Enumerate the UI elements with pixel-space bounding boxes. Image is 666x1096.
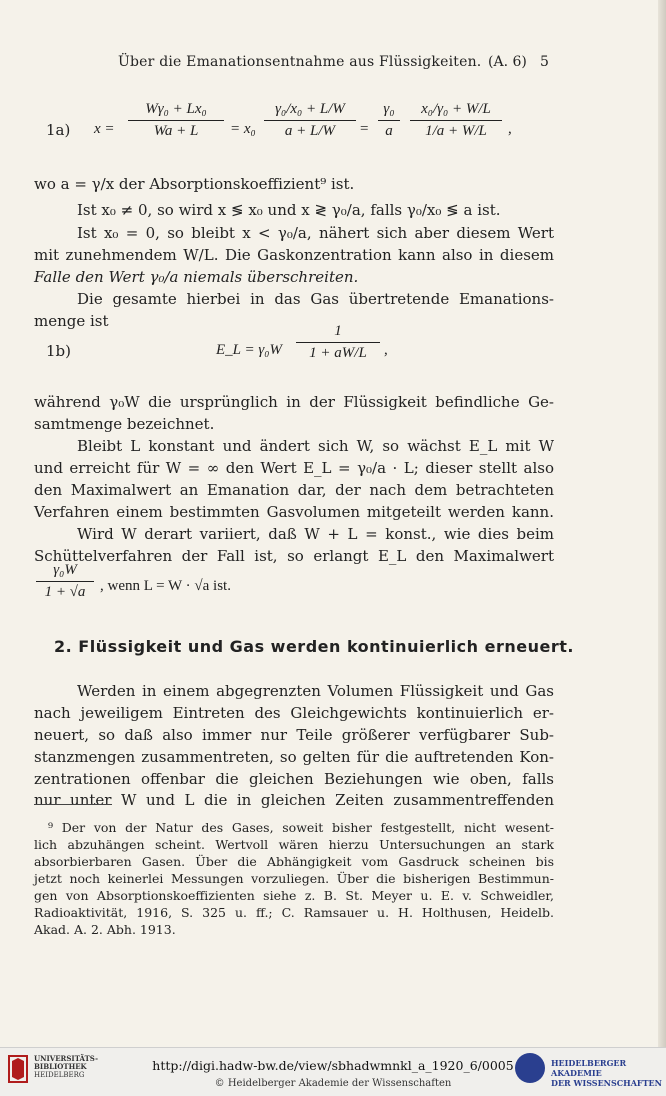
fraction-denominator: a + L/W — [264, 120, 356, 140]
text-line: nur unter W und L die in gleichen Zeiten zusammentreffenden — [34, 791, 554, 809]
text-line: zentrationen offenbar die gleichen Beziehungen wie oben, falls — [34, 770, 554, 788]
university-library-logo-text: UNIVERSITÄTS- BIBLIOTHEK HEIDELBERG — [34, 1054, 98, 1079]
equation-1b-fraction — [296, 323, 380, 362]
academy-logo-text: HEIDELBERGER AKADEMIE DER WISSENSCHAFTEN — [551, 1058, 662, 1088]
text-line: den Maximalwert an Emanation dar, der nach dem betrachteten — [34, 481, 554, 499]
running-header-title: Über die Emanationsentnahme aus Flüssigkeiten. — [118, 54, 482, 70]
copyright-notice: © Heidelberger Akademie der Wissenschaften — [214, 1078, 452, 1089]
text-line: wo a = γ/x der Absorptionskoeffizient⁹ ist. — [34, 175, 355, 193]
text-line: menge ist — [34, 312, 109, 330]
fraction-denominator: a — [378, 120, 400, 140]
fraction-numerator: γ₀ — [383, 101, 395, 117]
fraction-denominator: Wa + L — [128, 120, 224, 140]
equation-1a-fraction-1 — [128, 101, 224, 140]
equation-1a-eq2: = x₀ — [230, 121, 256, 137]
academy-seal-icon — [515, 1053, 545, 1083]
fraction-denominator: 1 + √a — [36, 581, 94, 601]
running-header-ref: (A. 6) — [488, 54, 527, 70]
text-line: während γ₀W die ursprünglich in der Flüssigkeit befindliche Ge- — [34, 393, 554, 411]
text-line: Wird W derart variiert, daß W + L = konst., wie dies beim — [77, 525, 554, 543]
text-line: Schüttelverfahren der Fall ist, so erlangt E_L den Maximalwert — [34, 547, 554, 565]
permalink-url[interactable]: http://digi.hadw-bw.de/view/sbhadwmnkl_a_1920_6/0005 — [152, 1058, 514, 1073]
maxvalue-condition: , wenn L = W · √a ist. — [100, 578, 231, 594]
equation-1a-lhs: x = — [94, 121, 115, 137]
equation-1b-lhs: E_L = γ₀W — [216, 342, 282, 358]
footnote-rule — [34, 804, 112, 805]
footnote-line: lich abzuhängen scheint. Wertvoll wären hierzu Untersuchungen an stark — [34, 837, 554, 852]
footnote-line: ⁹ Der von der Natur des Gases, soweit bisher festgestellt, nicht wesent- — [48, 820, 554, 835]
text-line: Falle den Wert γ₀/a niemals überschreiten. — [34, 268, 359, 286]
text-line: Verfahren einem bestimmten Gasvolumen mitgeteilt werden kann. — [34, 503, 554, 521]
footnote-line: absorbierbaren Gasen. Über die Abhängigkeit vom Gasdruck scheinen bis — [34, 854, 554, 869]
fraction-numerator: γ₀W — [53, 562, 77, 578]
text-line: Ist x₀ = 0, so bleibt x < γ₀/a, nähert sich aber diesem Wert — [77, 224, 554, 242]
footnote-line: Akad. A. 2. Abh. 1913. — [34, 922, 176, 937]
equation-1a-fraction-2 — [264, 101, 356, 140]
maxvalue-fraction — [36, 562, 94, 601]
text-line: nach jeweiligem Eintreten des Gleichgewichts kontinuierlich er- — [34, 704, 554, 722]
footnote-line: jetzt noch keinerlei Messungen vorzuliegen. Über die bisherigen Bestimmun- — [34, 871, 554, 886]
fraction-numerator: 1 — [334, 323, 342, 339]
equation-1a-eq3: = — [360, 121, 369, 137]
fraction-denominator: 1 + aW/L — [296, 342, 380, 362]
equation-label-1a: 1a) — [46, 121, 71, 139]
text-line: samtmenge bezeichnet. — [34, 415, 215, 433]
page-number: 5 — [540, 54, 549, 70]
section-heading: 2. Flüssigkeit und Gas werden kontinuierlich erneuert. — [54, 637, 574, 656]
equation-1a-fraction-3 — [378, 101, 400, 140]
text-line: neuert, so daß also immer nur Teile größerer verfügbarer Sub- — [34, 726, 554, 744]
text-line: Ist x₀ ≠ 0, so wird x ≶ x₀ und x ≷ γ₀/a, falls γ₀/x₀ ≶ a ist. — [77, 201, 501, 219]
text-line: mit zunehmendem W/L. Die Gaskonzentration kann also in diesem — [34, 246, 554, 264]
footnote-line: Radioaktivität, 1916, S. 325 u. ff.; C. Ramsauer u. H. Holthusen, Heidelb. — [34, 905, 554, 920]
fraction-numerator: Wγ₀ + Lx₀ — [145, 101, 207, 117]
equation-1b-tail: , — [384, 342, 388, 358]
fraction-numerator: γ₀/x₀ + L/W — [275, 101, 345, 117]
fraction-denominator: 1/a + W/L — [410, 120, 502, 140]
footnote-line: gen von Absorptionskoeffizienten siehe z. B. St. Meyer u. E. v. Schweidler, — [34, 888, 554, 903]
equation-1a-fraction-4 — [410, 101, 502, 140]
equation-1a-tail: , — [508, 121, 512, 137]
equation-label-1b: 1b) — [46, 342, 71, 360]
text-line: stanzmengen zusammentreten, so gelten für die auftretenden Kon- — [34, 748, 554, 766]
text-line: Die gesamte hierbei in das Gas übertretende Emanations- — [77, 290, 554, 308]
page-edge — [658, 0, 666, 1047]
text-line: Bleibt L konstant und ändert sich W, so wächst E_L mit W — [77, 437, 554, 455]
text-line: Werden in einem abgegrenzten Volumen Flüssigkeit und Gas — [77, 682, 554, 700]
fraction-numerator: x₀/γ₀ + W/L — [421, 101, 491, 117]
text-line: und erreicht für W = ∞ den Wert E_L = γ₀/a · L; dieser stellt also — [34, 459, 554, 477]
